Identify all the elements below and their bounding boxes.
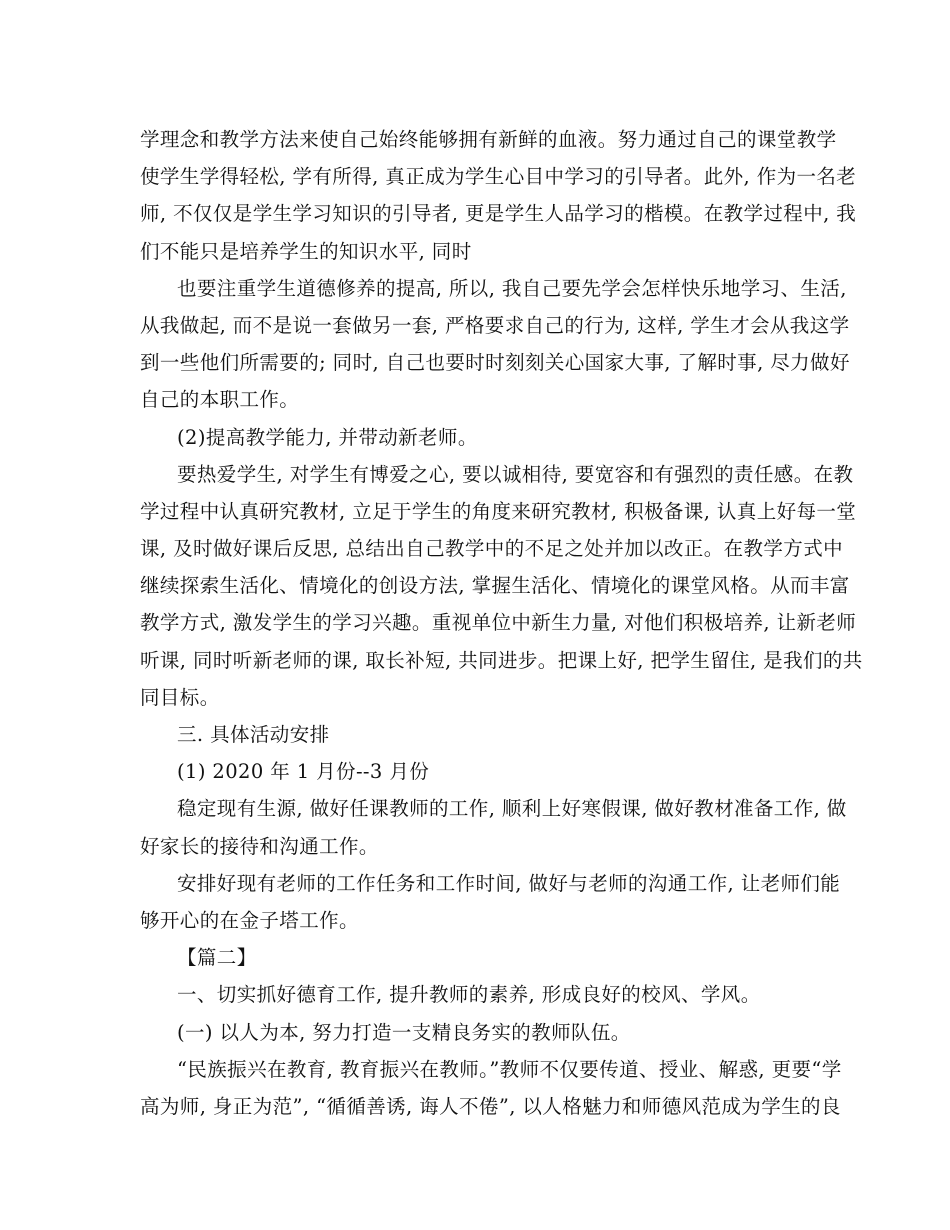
document-body [140, 121, 863, 1125]
text-line: 自己的本职工作。 [140, 388, 300, 412]
text-line: 三. 具体活动安排 [177, 723, 330, 746]
text-line: 【篇二】 [177, 946, 257, 970]
text-line: (1) 2020 年 1 月份--3 月份 [177, 760, 430, 784]
text-line: 安排好现有老师的工作任务和工作时间, 做好与老师的沟通工作, 让老师们能 [177, 871, 841, 895]
text-line: 要热爱学生, 对学生有博爱之心, 要以诚相待, 要宽容和有强烈的责任感。在教 [177, 462, 854, 486]
text-line: 也要注重学生道德修养的提高, 所以, 我自己要先学会怎样快乐地学习、生活, [177, 276, 847, 300]
text-line: 到一些他们所需要的; 同时, 自己也要时时刻刻关心国家大事, 了解时事, 尽力做好 [140, 351, 850, 375]
text-line: 继续探索生活化、情境化的创设方法, 掌握生活化、情境化的课堂风格。从而丰富 [140, 574, 850, 598]
text-line: 学过程中认真研究教材, 立足于学生的角度来研究教材, 积极备课, 认真上好每一堂 [140, 499, 857, 523]
text-line: “民族振兴在教育, 教育振兴在教师。”教师不仅要传道、授业、解惑, 更要“学 [177, 1057, 842, 1081]
text-line: 使学生学得轻松, 学有所得, 真正成为学生心目中学习的引导者。此外, 作为一名老 [140, 165, 857, 189]
text-line: 高为师, 身正为范”, “循循善诱, 诲人不倦”, 以人格魅力和师德风范成为学生的良 [140, 1094, 841, 1118]
text-line: (2)提高教学能力, 并带动新老师。 [177, 425, 478, 449]
text-line: 听课, 同时听新老师的课, 取长补短, 共同进步。把课上好, 把学生留住, 是我们的共 [140, 648, 863, 672]
text-line: 们不能只是培养学生的知识水平, 同时 [140, 239, 472, 263]
text-line: 好家长的接待和沟通工作。 [140, 834, 379, 858]
text-line: 教学方式, 激发学生的学习兴趣。重视单位中新生力量, 对他们积极培养, 让新老师 [140, 611, 857, 635]
text-line: 师, 不仅仅是学生学习知识的引导者, 更是学生人品学习的楷模。在教学过程中, 我 [140, 202, 857, 226]
text-line: (一) 以人为本, 努力打造一支精良务实的教师队伍。 [177, 1020, 631, 1044]
text-line: 一、切实抓好德育工作, 提升教师的素养, 形成良好的校风、学风。 [177, 983, 761, 1007]
text-line: 稳定现有生源, 做好任课教师的工作, 顺利上好寒假课, 做好教材准备工作, 做 [177, 797, 847, 821]
text-line: 够开心的在金子塔工作。 [140, 908, 359, 932]
text-line: 同目标。 [140, 685, 220, 709]
text-line: 课, 及时做好课后反思, 总结出自己教学中的不足之处并加以改正。在教学方式中 [140, 537, 843, 561]
text-line: 从我做起, 而不是说一套做另一套, 严格要求自己的行为, 这样, 学生才会从我这学 [140, 313, 850, 337]
text-line: 学理念和教学方法来使自己始终能够拥有新鲜的血液。努力通过自己的课堂教学 [140, 128, 837, 151]
